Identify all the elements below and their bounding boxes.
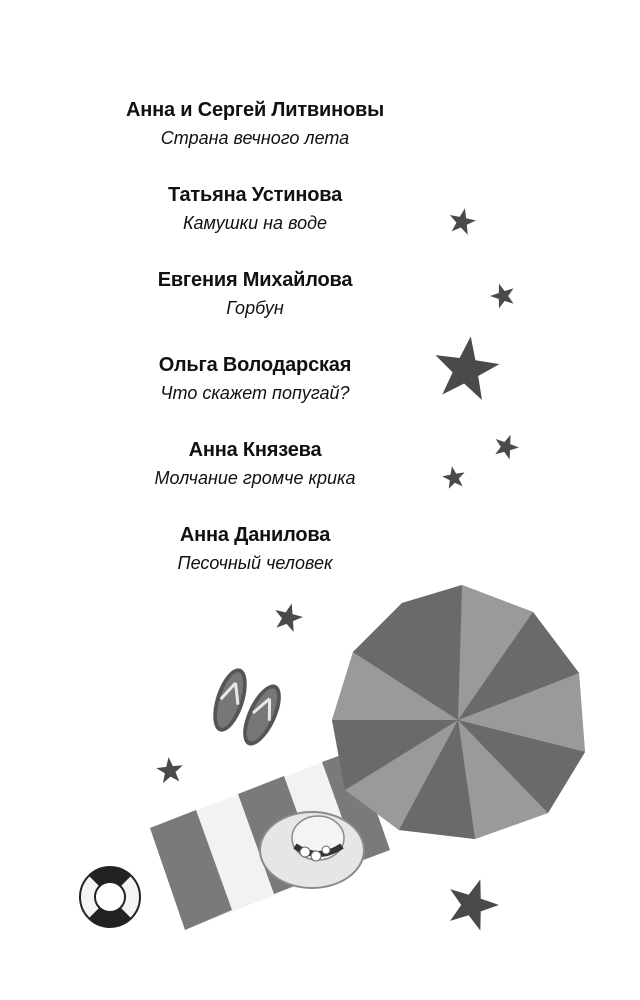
starfish-icon [447,206,478,236]
author-name: Анна Князева [188,439,322,461]
sun-hat-icon [260,812,364,888]
beach-umbrella-icon [332,585,585,839]
starfish-icon [491,431,522,462]
book-title: Что скажет попугай? [160,383,350,403]
book-title: Песочный человек [177,553,333,573]
starfish-icon [441,871,505,933]
flip-flops-icon [206,664,288,751]
starfish-icon [430,332,503,402]
author-name: Евгения Михайлова [157,269,353,291]
author-name: Анна Данилова [179,524,331,546]
starfish-icon [155,756,184,784]
life-ring-icon [80,867,140,927]
author-name: Ольга Володарская [158,354,352,376]
book-title: Камушки на воде [182,213,328,233]
book-title: Молчание громче крика [154,468,356,488]
book-title: Страна вечного лета [160,128,350,148]
starfish-icon [487,280,518,310]
author-name: Анна и Сергей Литвиновы [125,99,384,121]
book-title: Горбун [226,298,284,318]
author-name: Татьяна Устинова [167,184,342,206]
starfish-icon [271,600,305,633]
starfish-icon [441,464,467,489]
